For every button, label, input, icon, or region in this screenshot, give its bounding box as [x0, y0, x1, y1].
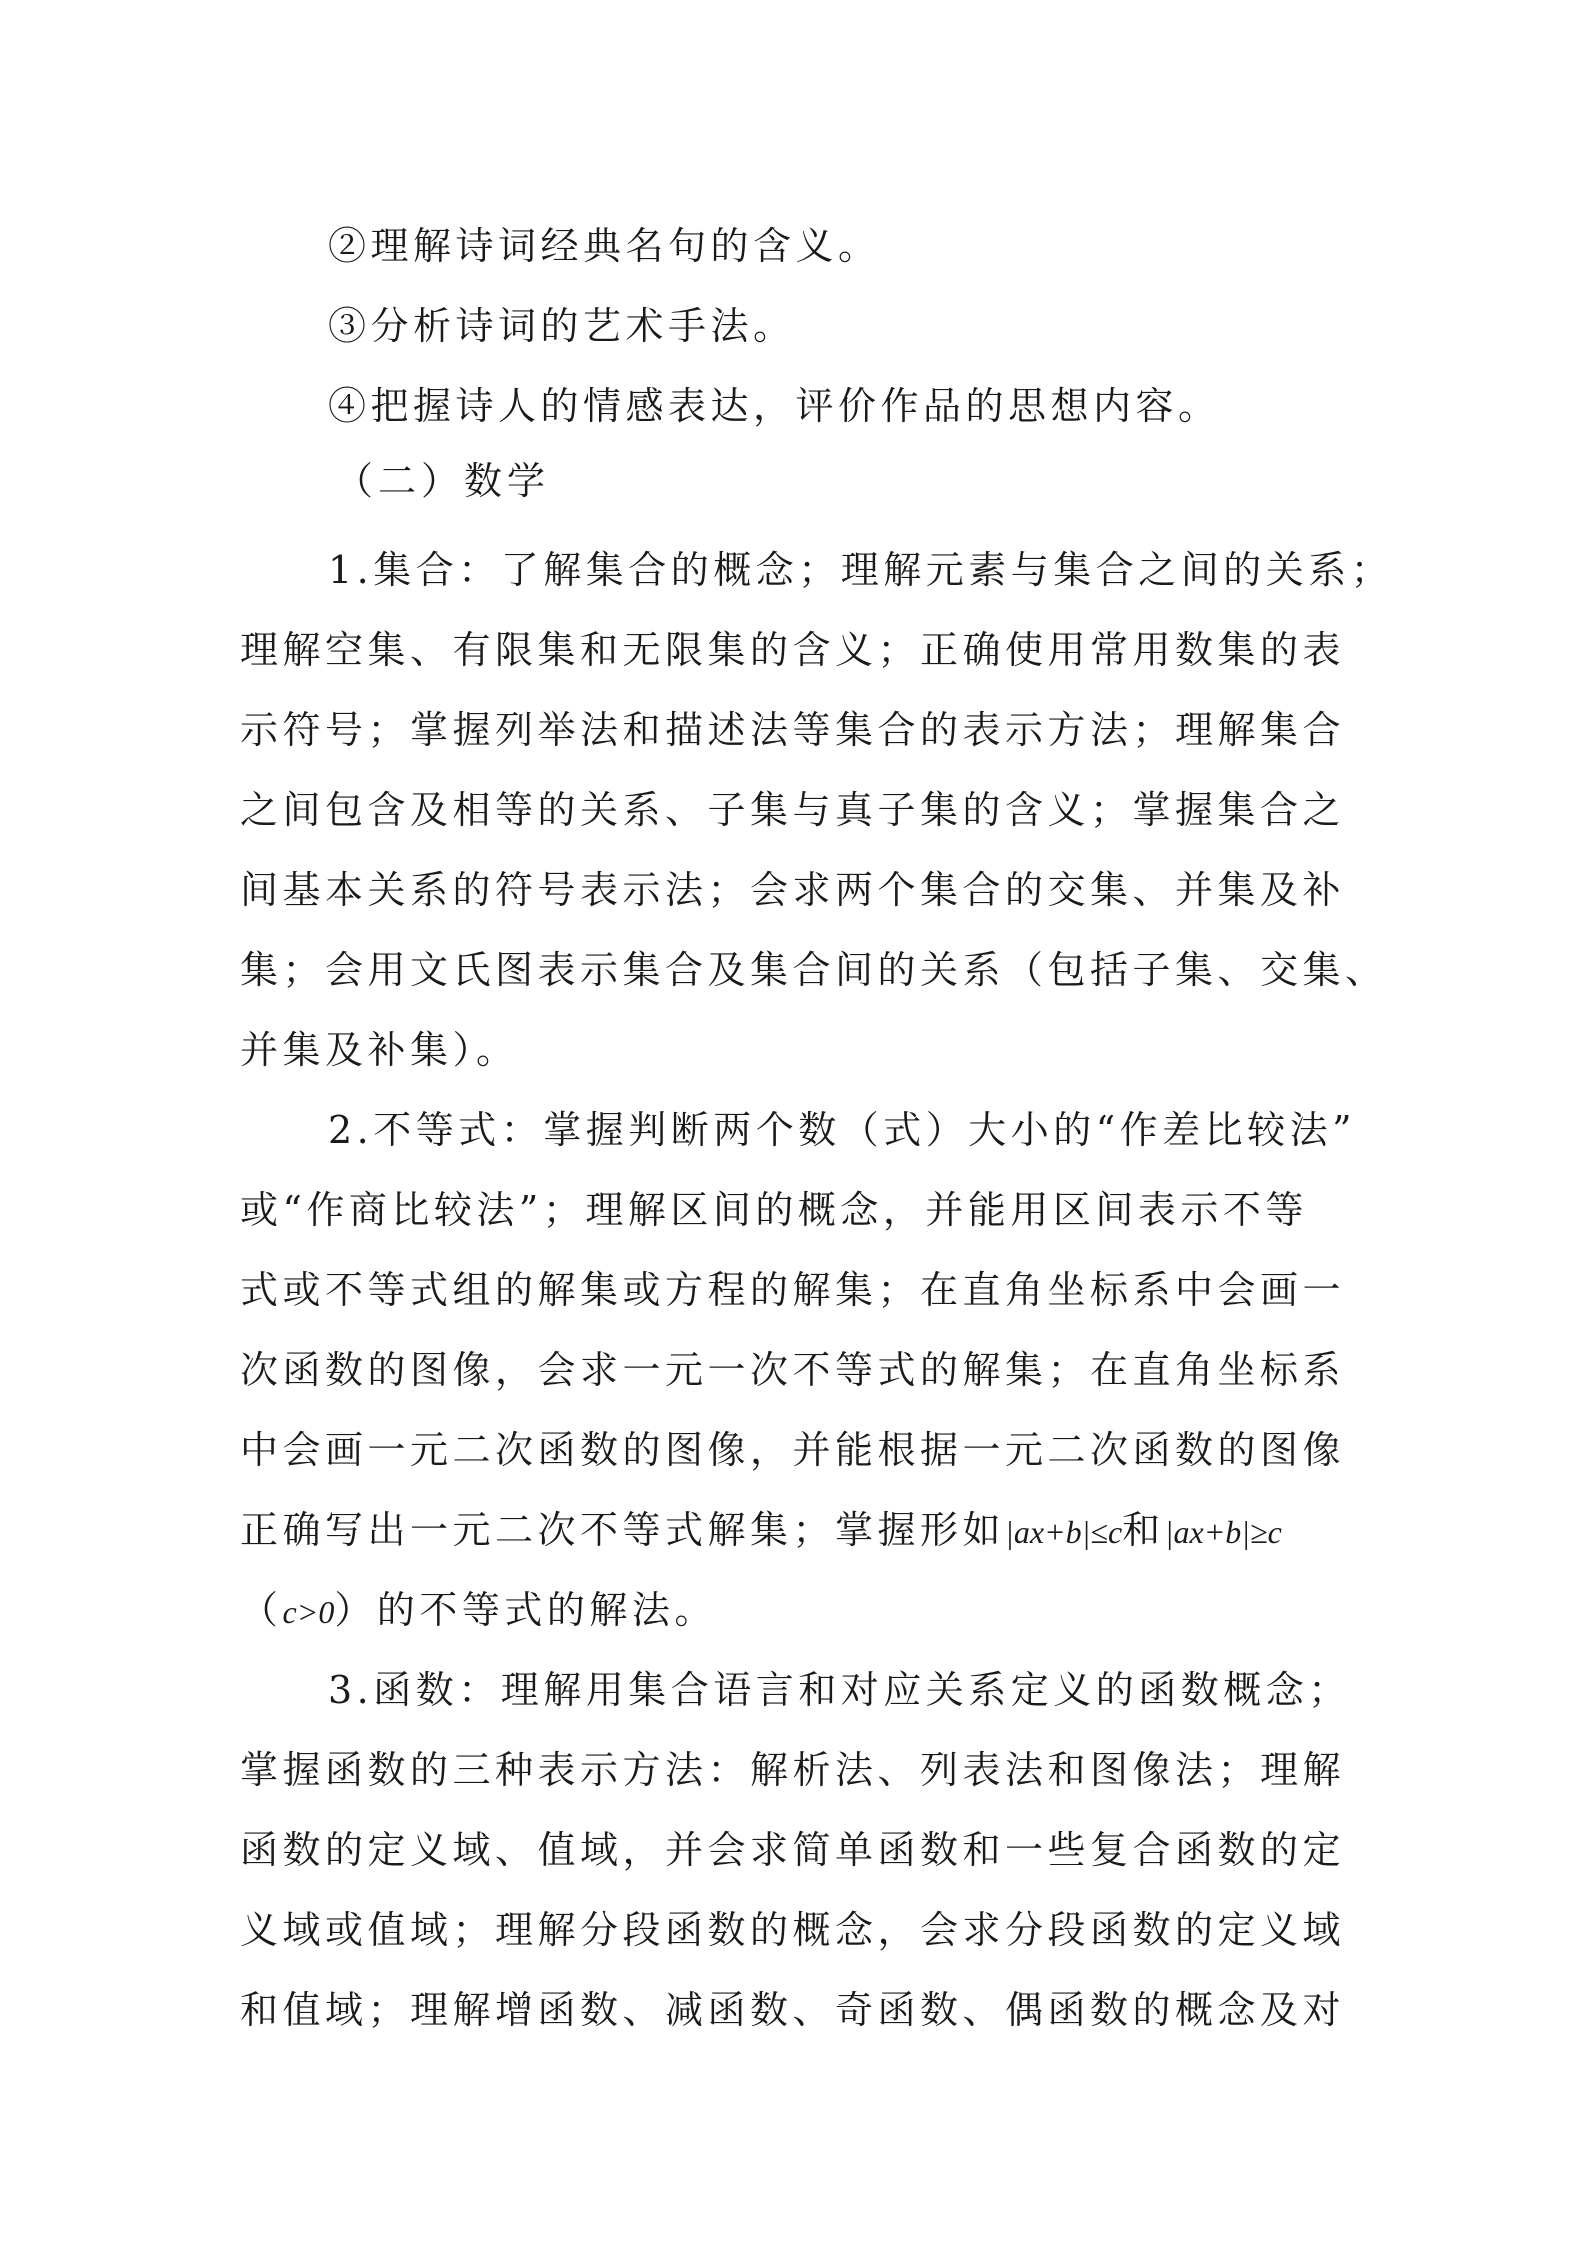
formula-line-connector: 和	[1122, 1508, 1165, 1552]
paragraph-line: 或“作商比较法”；理解区间的概念，并能用区间表示不等	[240, 1188, 1308, 1232]
paragraph-line: 和值域；理解增函数、减函数、奇函数、偶函数的概念及对	[240, 1988, 1346, 2032]
paragraph-line: 3.函数：理解用集合语言和对应关系定义的函数概念；	[328, 1668, 1351, 1712]
paragraph-line: 理解空集、有限集和无限集的含义；正确使用常用数集的表	[240, 628, 1346, 672]
paragraph-line-with-formula	[240, 1490, 1350, 1570]
paragraph-sets	[240, 530, 1394, 1090]
paragraph-line: 间基本关系的符号表示法；会求两个集合的交集、并集及补	[240, 868, 1346, 912]
paragraph-line: 之间包含及相等的关系、子集与真子集的含义；掌握集合之	[240, 788, 1346, 832]
paragraph-line: 集；会用文氏图表示集合及集合间的关系（包括子集、交集、	[240, 948, 1388, 992]
paragraph-functions	[240, 1650, 1350, 2050]
section-heading: （二）数学	[335, 459, 551, 503]
paragraph-line: 1.集合：了解集合的概念；理解元素与集合之间的关系；	[328, 548, 1394, 592]
absolute-value-inequality-le: |ax+b|≤c	[1005, 1514, 1123, 1550]
paragraph-line: 2.不等式：掌握判断两个数（式）大小的“作差比较法”	[328, 1108, 1357, 1152]
paragraph-inequalities	[240, 1090, 1357, 1650]
paragraph-line: 义域或值域；理解分段函数的概念，会求分段函数的定义域	[240, 1908, 1346, 1952]
paragraph-line: 次函数的图像，会求一元一次不等式的解集；在直角坐标系	[240, 1348, 1346, 1392]
paragraph-line: 函数的定义域、值域，并会求简单函数和一些复合函数的定	[240, 1828, 1346, 1872]
condition-open-paren: （	[240, 1588, 283, 1632]
paragraph-line-condition	[240, 1570, 1350, 1650]
absolute-value-inequality-ge: |ax+b|≥c	[1164, 1514, 1282, 1550]
paragraph-line: 中会画一元二次函数的图像，并能根据一元二次函数的图像	[240, 1428, 1346, 1472]
list-item: ③分析诗词的艺术手法。	[328, 304, 796, 348]
list-item: ④把握诗人的情感表达，评价作品的思想内容。	[328, 384, 1221, 428]
condition-rest: ）的不等式的解法。	[334, 1588, 717, 1632]
list-item: ②理解诗词经典名句的含义。	[328, 224, 881, 268]
formula-line-prefix: 正确写出一元二次不等式解集；掌握形如	[240, 1508, 1006, 1552]
paragraph-line: 并集及补集）。	[240, 1028, 519, 1072]
paragraph-line: 示符号；掌握列举法和描述法等集合的表示方法；理解集合	[240, 708, 1346, 752]
paragraph-line: 掌握函数的三种表示方法：解析法、列表法和图像法；理解	[240, 1748, 1346, 1792]
condition-formula: c>0	[282, 1594, 335, 1630]
paragraph-line: 式或不等式组的解集或方程的解集；在直角坐标系中会画一	[240, 1268, 1346, 1312]
